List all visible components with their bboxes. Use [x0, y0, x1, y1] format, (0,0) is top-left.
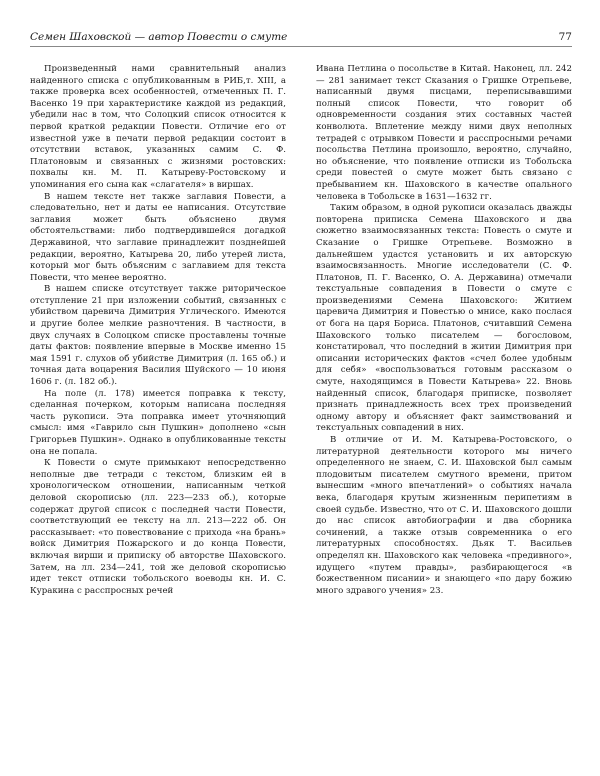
right-column — [316, 64, 572, 764]
running-header — [30, 30, 572, 44]
running-title: Семен Шаховской — автор Повести о смуте — [30, 31, 288, 43]
paragraph: К Повести о смуте примыкают непосредственно неполные две тетради с текстом, близким ей в хронологическом отношении, написанным четкой деловой скорописью (лл. 223—233 об.), которые содержат другой список с последней части Повести, соответствующий ее тексту на лл. 213—222 об. Он рассказывает: «то повествование с прихода «на брань» войск Димитрия Пожарского и до конца Повести, включая вирши и приписку об авторстве Шаховского. Затем, на лл. 234—241, той же деловой скорописью идет текст отписки тобольского воеводы кн. И. С. Куракина с расспросных речей — [30, 458, 286, 596]
page-number: 77 — [558, 31, 572, 43]
left-column — [30, 64, 286, 764]
paragraph: В нашем тексте нет также заглавия Повести, а следовательно, нет и даты ее написания. Отсутствие заглавия может быть объяснено двумя обстоятельствами: либо подтвердившейся догадкой Державиной, что заглавие принадлежит позднейшей редакции, вероятно, Катырева 20, либо утерей листа, который мог быть объясним с заглавием для текста Повести, что менее вероятно. — [30, 191, 286, 283]
paragraph: На поле (л. 178) имеется поправка к тексту, сделанная почерком, которым написана последняя часть рукописи. Эта поправка имеет уточняющий смысл: имя «Гаврило сын Пушкин» дополнено «сын Григорьев Пушкин». Однако в опубликованные тексты она не попала. — [30, 388, 286, 457]
paragraph: В нашем списке отсутствует также риторическое отступление 21 при изложении событий, связанных с убийством царевича Димитрия Углического. Имеются и другие более мелкие разночтения. В частности, в двух случаях в Солоцком списке проставлены точные даты фактов: появление впервые в Москве именно 15 мая 1591 г. слухов об убийстве Димитрия (л. 165 об.) и точная дата воцарения Василия Шуйского — 10 июня 1606 г. (л. 182 об.). — [30, 284, 286, 388]
paragraph: Произведенный нами сравнительный анализ найденного списка с опубликованным в РИБ,т. XIII, а также проверка всех особенностей, отмеченных П. Г. Васенко 19 при характеристике каждой из редакций, убедили нас в том, что Солоцкий список относится к первой краткой редакции Повести. Отличие его от известной уже в печати первой редакции состоит в отсутствии вставок, указанных самим С. Ф. Платоновым и связанных с жизнями ростовских: похвалы кн. М. П. Катыреву-Ростовскому и упоминания его сына как «слагателя» в виршах. — [30, 64, 286, 190]
paragraph: Таким образом, в одной рукописи оказалась дважды повторена приписка Семена Шаховского и два сюжетно взаимосвязанных текста: Повесть о смуте и Сказание о Гришке Отрепьеве. Возможно в дальнейшем удастся установить и их авторскую взаимосвязанность. Многие исследователи (С. Ф. Платонов, П. Г. Васенко, О. А. Державина) отмечали текстуальные совпадения в Повести о смуте с произведениями Семена Шаховского: Житием царевича Димитрия и Повестью о мнисе, како послася от бога на царя Бориса. Платонов, считавший Семена Шаховского только писателем — богословом, констатировал, что последний в житии Димитрия при описании исторических фактов «счел более удобным для себя» «воспользоваться готовым рассказом о смуте, находящимся в Повести Катырева» 22. Вновь найденный список, благодаря приписке, позволяет признать принадлежность всех трех произведений одному автору и объясняет факт заимствований и текстуальных совпадений в них. — [316, 203, 572, 434]
header-rule — [30, 46, 572, 47]
paragraph: Ивана Петлина о посольстве в Китай. Наконец, лл. 242 — 281 занимает текст Сказания о Гришке Отрепьеве, написанный двумя писцами, переписывавшими полный список Повести, что говорит об одновременности создания этих составных частей конволюта. Вплетение между ними двух неполных тетрадей с отрывком Повести и расспросными речами посольства Петлина произошло, вероятно, случайно, но объяснение, что появление отписки из Тобольска среди повестей о смуте может быть связано с пребыванием кн. Шаховского в качестве опального человека в Тобольске в 1631—1632 гг. — [316, 64, 572, 202]
paragraph: В отличие от И. М. Катырева-Ростовского, о литературной деятельности которого мы ничего определенного не знаем, С. И. Шаховской был самым плодовитым писателем смутного времени, притом вынесшим «много впечатлений» о событиях начала века, благодаря крутым жизненным перипетиям в своей судьбе. Известно, что от С. И. Шаховского дошли до нас список автобиографии и два сборника сочинений, а также отзыв современника о его литературных способностях. Дьяк Т. Васильев определял кн. Шаховского как человека «предивного», идущего «путем правды», разбирающегося «в божественном писании» и знающего «по дару божию много здравого учения» 23. — [316, 435, 572, 596]
